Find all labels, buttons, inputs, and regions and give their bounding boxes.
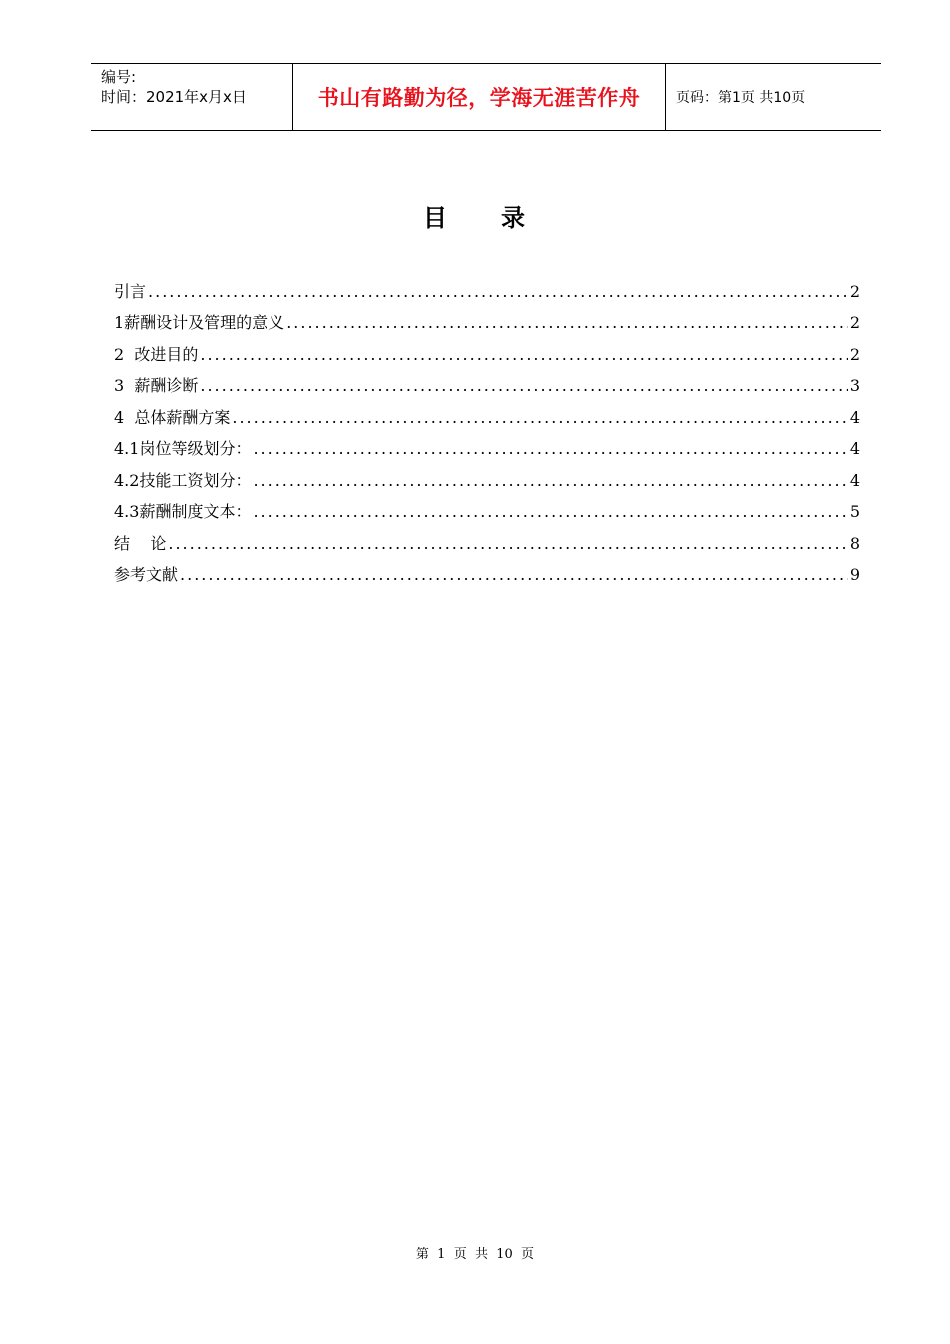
toc-entry-page: 9	[849, 565, 860, 584]
document-number-label: 编号:	[101, 68, 137, 86]
toc-entry[interactable]	[114, 492, 860, 524]
toc-entry-page: 2	[849, 281, 860, 301]
toc-entry-page: 4	[849, 439, 860, 458]
toc-leader-dots	[253, 501, 847, 523]
header-motto: 书山有路勤为径，学海无涯苦作舟	[317, 86, 641, 110]
toc-entry-label: 2 改进目的	[114, 344, 199, 364]
toc-leader-dots	[253, 470, 847, 492]
toc-leader-dots	[232, 407, 847, 429]
toc-entry[interactable]	[114, 555, 860, 587]
toc-entry-page: 5	[849, 502, 860, 521]
toc-entry-label: 4.3薪酬制度文本：	[114, 502, 252, 521]
toc-entry-label: 4.1岗位等级划分：	[114, 439, 252, 458]
toc-leader-dots	[200, 344, 847, 366]
toc-entry-label: 引言	[114, 281, 147, 301]
toc-leader-dots	[168, 533, 847, 555]
toc-leader-dots	[253, 438, 847, 460]
toc-entry-page: 8	[849, 533, 860, 553]
toc-entry-label: 结 论	[114, 533, 167, 553]
document-header	[91, 63, 881, 131]
header-page-cell	[666, 64, 881, 130]
toc-title-char-2: 录	[501, 204, 527, 232]
toc-entry[interactable]	[114, 366, 860, 398]
toc-entry-label: 1薪酬设计及管理的意义	[114, 313, 285, 332]
toc-title-char-1: 目	[423, 204, 449, 232]
header-motto-cell	[293, 64, 666, 130]
toc-leader-dots	[286, 312, 848, 334]
toc-title	[0, 198, 950, 233]
toc-leader-dots	[200, 375, 847, 397]
toc-entry[interactable]	[114, 397, 860, 429]
toc-entry[interactable]	[114, 429, 860, 461]
toc-entry-page: 2	[849, 344, 860, 364]
toc-entry-page: 3	[849, 376, 860, 395]
toc-entry[interactable]	[114, 523, 860, 555]
toc-entry[interactable]	[114, 460, 860, 492]
toc-entry-label: 4.2技能工资划分：	[114, 470, 252, 490]
page-footer: 第 1 页 共 10 页	[415, 1247, 535, 1262]
toc-entry-page: 4	[849, 407, 860, 427]
toc-entry-label: 3 薪酬诊断	[114, 376, 199, 395]
toc-entry[interactable]	[114, 334, 860, 366]
toc-leader-dots	[148, 281, 848, 303]
header-meta-cell	[91, 64, 293, 130]
toc-entry-label: 4 总体薪酬方案	[114, 407, 231, 427]
toc-entry-page: 2	[849, 313, 860, 332]
header-page-code: 页码：第1页 共10页	[676, 90, 806, 106]
document-time-label: 时间：2021年x月x日	[101, 88, 247, 106]
toc-entry-page: 4	[849, 470, 860, 490]
toc-entry-label: 参考文献	[114, 565, 179, 584]
toc-leader-dots	[180, 564, 848, 586]
table-of-contents	[114, 271, 860, 586]
toc-entry[interactable]	[114, 271, 860, 303]
toc-entry[interactable]	[114, 303, 860, 335]
